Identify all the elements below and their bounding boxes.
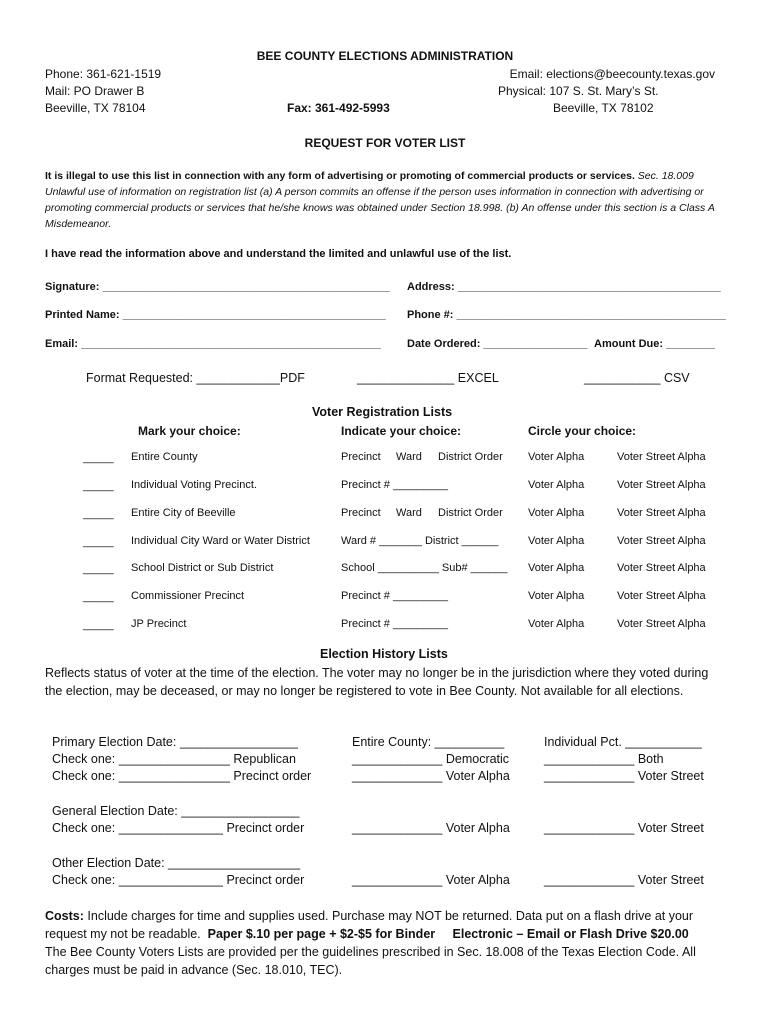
general-election-date[interactable]: General Election Date: _________________ [52, 804, 300, 818]
circle-option[interactable]: Voter Street Alpha [617, 618, 706, 630]
notice-italic: Sec. 18.009 Unlawful use of information on registration list (a) A person commits an offense if the person uses information in connection with advertising or promoting commercial products or services that he/she knows was obtained under Section 18.998. (b) An offense under this section is a Class A Misdemeanor. [45, 170, 715, 230]
paper-cost: Paper $.10 per page + $2-$5 for Binder [207, 927, 436, 941]
col-circle-header: Circle your choice: [528, 424, 637, 438]
indicate-option[interactable]: Precinct [341, 507, 381, 519]
mark-blank[interactable]: _____ [83, 452, 114, 464]
electronic-cost: Electronic – Email or Flash Drive $20.00 [452, 927, 689, 941]
mark-blank[interactable]: _____ [83, 619, 114, 631]
circle-option[interactable]: Voter Street Alpha [617, 590, 706, 602]
acknowledge-text: I have read the information above and understand the limited and unlawful use of the list. [45, 248, 512, 260]
general-voter-alpha-check[interactable]: _____________ Voter Alpha [352, 821, 510, 835]
row-label: JP Precinct [131, 618, 187, 630]
mark-blank[interactable]: _____ [83, 591, 114, 603]
mail-address: Mail: PO Drawer B [45, 84, 145, 98]
signature-field[interactable]: Signature: _______________________________________________ [45, 281, 390, 293]
costs-label: Costs: [45, 909, 84, 923]
col-mark-header: Mark your choice: [138, 424, 241, 438]
indicate-option[interactable]: Precinct [341, 451, 381, 463]
col-indicate-header: Indicate your choice: [341, 424, 462, 438]
row-label: Entire County [131, 451, 198, 463]
mark-blank[interactable]: _____ [83, 536, 114, 548]
costs-text: Include charges for time and supplies used. Purchase may NOT be returned. Data put on a flash drive at your request my not be readable. [45, 909, 694, 941]
mark-blank[interactable]: _____ [83, 508, 114, 520]
format-excel[interactable]: ______________ EXCEL [357, 371, 499, 385]
indicate-option[interactable]: Ward # _______ District ______ [341, 535, 499, 547]
circle-option[interactable]: Voter Alpha [528, 535, 585, 547]
email-address: Email: elections@beecounty.texas.gov [509, 67, 715, 81]
notice-bold: It is illegal to use this list in connection with any form of advertising or promoting of commercial products or services. [45, 170, 635, 182]
indicate-option[interactable]: Precinct # _________ [341, 590, 449, 602]
circle-option[interactable]: Voter Alpha [528, 479, 585, 491]
voter-street-check[interactable]: _____________ Voter Street [544, 769, 704, 783]
circle-option[interactable]: Voter Alpha [528, 562, 585, 574]
election-history-heading: Election History Lists [320, 647, 448, 661]
email-field[interactable]: Email: _________________________________________________ [45, 338, 381, 350]
form-title: REQUEST FOR VOTER LIST [304, 136, 466, 150]
date-ordered-field[interactable]: Date Ordered: _________________ [407, 338, 588, 350]
indicate-option[interactable]: Ward [396, 507, 422, 519]
indicate-option[interactable]: Precinct # _________ [341, 618, 449, 630]
democratic-check[interactable]: _____________ Democratic [352, 752, 510, 766]
other-voter-street-check[interactable]: _____________ Voter Street [544, 873, 704, 887]
indicate-option[interactable]: District Order [438, 507, 503, 519]
both-check[interactable]: _____________ Both [544, 752, 664, 766]
phone-number: Phone: 361-621-1519 [45, 67, 162, 81]
other-check-precinct-order[interactable]: Check one: _______________ Precinct order [52, 873, 305, 887]
circle-option[interactable]: Voter Alpha [528, 618, 585, 630]
circle-option[interactable]: Voter Street Alpha [617, 562, 706, 574]
fax-number: Fax: 361-492-5993 [287, 101, 390, 115]
general-check-precinct-order[interactable]: Check one: _______________ Precinct order [52, 821, 305, 835]
printed-name-field[interactable]: Printed Name: ___________________________________________ [45, 309, 386, 321]
physical-address: Physical: 107 S. St. Mary’s St. [498, 84, 659, 98]
row-label: Individual Voting Precinct. [131, 479, 257, 491]
circle-option[interactable]: Voter Street Alpha [617, 451, 706, 463]
primary-check-republican[interactable]: Check one: ________________ Republican [52, 752, 296, 766]
primary-election-date[interactable]: Primary Election Date: _________________ [52, 735, 299, 749]
voter-alpha-check[interactable]: _____________ Voter Alpha [352, 769, 510, 783]
circle-option[interactable]: Voter Street Alpha [617, 479, 706, 491]
indicate-option[interactable]: District Order [438, 451, 503, 463]
other-voter-alpha-check[interactable]: _____________ Voter Alpha [352, 873, 510, 887]
costs-section [45, 907, 735, 979]
row-label: Individual City Ward or Water District [131, 535, 310, 547]
address-field[interactable]: Address: ___________________________________________ [407, 281, 721, 293]
primary-check-precinct-order[interactable]: Check one: ________________ Precinct order [52, 769, 312, 783]
format-csv[interactable]: ___________ CSV [584, 371, 690, 385]
amount-due-field[interactable]: Amount Due: ________ [594, 338, 716, 350]
phone-field[interactable]: Phone #: ____________________________________________ [407, 309, 726, 321]
agency-title: BEE COUNTY ELECTIONS ADMINISTRATION [256, 49, 514, 63]
circle-option[interactable]: Voter Alpha [528, 590, 585, 602]
mark-blank[interactable]: _____ [83, 563, 114, 575]
city-left: Beeville, TX 78104 [45, 101, 146, 115]
indicate-option[interactable]: School __________ Sub# ______ [341, 562, 508, 574]
circle-option[interactable]: Voter Alpha [528, 507, 585, 519]
individual-pct-field[interactable]: Individual Pct. ___________ [544, 735, 702, 749]
history-description: Reflects status of voter at the time of the election. The voter may no longer be in the jurisdiction where they voted during the election, may be deceased, or may no longer be registered to vote in Bee County. Not available for all elections. [45, 666, 709, 698]
city-right: Beeville, TX 78102 [553, 101, 654, 115]
legal-notice [45, 168, 725, 232]
circle-option[interactable]: Voter Alpha [528, 451, 585, 463]
circle-option[interactable]: Voter Street Alpha [617, 535, 706, 547]
costs-guidelines: The Bee County Voters Lists are provided per the guidelines prescribed in Sec. 18.008 of the Texas Election Code. All charges must be paid in advance (Sec. 18.010, TEC). [45, 945, 696, 977]
row-label: School District or Sub District [131, 562, 274, 574]
entire-county-field[interactable]: Entire County: __________ [352, 735, 505, 749]
row-label: Entire City of Beeville [131, 507, 236, 519]
voter-registration-heading: Voter Registration Lists [312, 405, 453, 419]
other-election-date[interactable]: Other Election Date: ___________________ [52, 856, 301, 870]
indicate-option[interactable]: Precinct # _________ [341, 479, 449, 491]
mark-blank[interactable]: _____ [83, 480, 114, 492]
row-label: Commissioner Precinct [131, 590, 245, 602]
general-voter-street-check[interactable]: _____________ Voter Street [544, 821, 704, 835]
indicate-option[interactable]: Ward [396, 451, 422, 463]
format-pdf[interactable]: Format Requested: ____________PDF [86, 371, 305, 385]
circle-option[interactable]: Voter Street Alpha [617, 507, 706, 519]
